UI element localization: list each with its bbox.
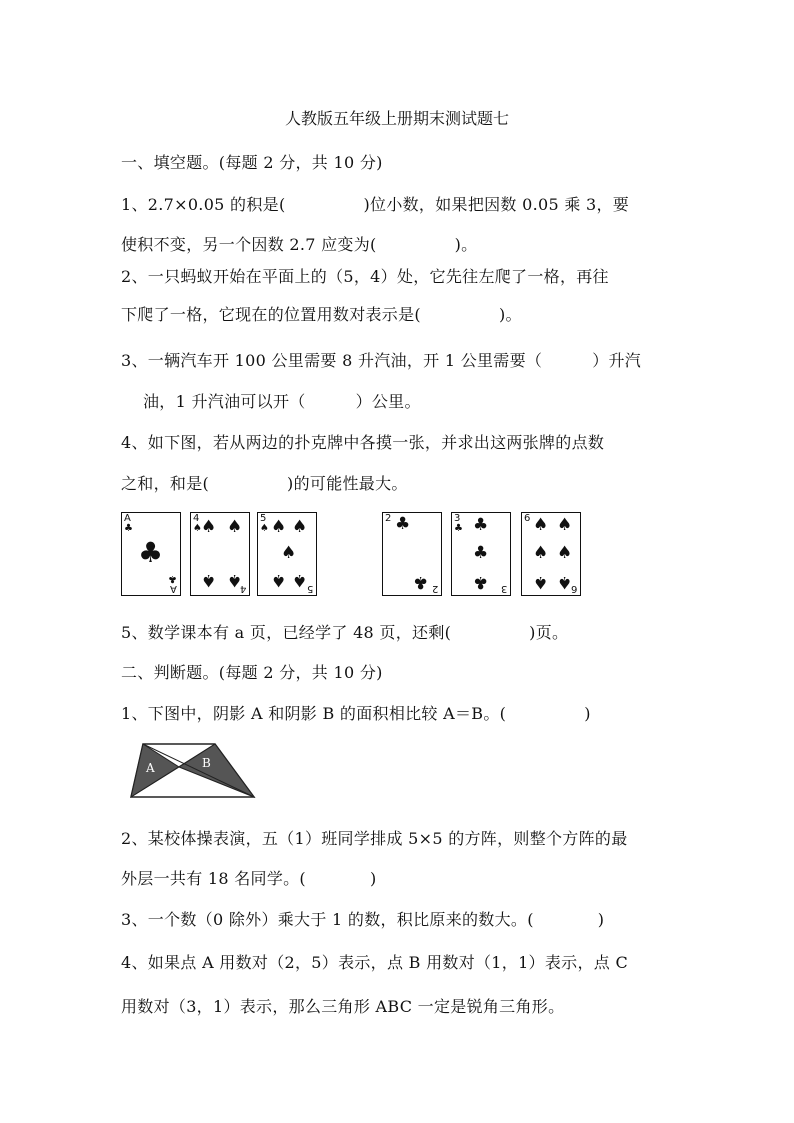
section1-heading: 一、填空题。(每题 2 分，共 10 分) — [121, 153, 383, 172]
s1-q3-text-d: ）公里。 — [355, 392, 421, 411]
spade-icon: ♠ — [271, 570, 287, 590]
club-icon: ♣ — [413, 572, 429, 592]
s1-q1-line1 — [121, 192, 629, 215]
s2-q4-line1: 4、如果点 A 用数对（2，5）表示，点 B 用数对（1，1）表示，点 C — [121, 953, 628, 972]
card-rank: 5 — [260, 513, 267, 524]
spade-icon: ♠ — [557, 515, 573, 535]
playing-card-five-spades — [257, 512, 317, 596]
club-icon: ♣ — [138, 536, 164, 569]
s1-q2-text-c: )。 — [498, 305, 522, 324]
card-rank-bottom: 4 — [239, 583, 246, 594]
page-title: 人教版五年级上册期末测试题七 — [284, 109, 509, 128]
spade-icon: ♠ — [557, 543, 573, 563]
playing-card-three-clubs — [451, 512, 511, 596]
club-icon: ♣ — [473, 572, 489, 592]
label-b: B — [202, 756, 211, 770]
spade-icon: ♠ — [292, 517, 308, 537]
s2-q2-text-b: 外层一共有 18 名同学。( — [121, 869, 306, 888]
spade-icon: ♠ — [533, 572, 549, 592]
club-icon: ♣ — [395, 514, 411, 534]
s1-q1-text-b: )位小数，如果把因数 0.05 乘 3，要 — [363, 195, 630, 214]
s1-q3-text-a: 3、一辆汽车开 100 公里需要 8 升汽油，开 1 公里需要（ — [121, 351, 543, 370]
section2-heading: 二、判断题。(每题 2 分，共 10 分) — [121, 663, 383, 682]
card-rank: 2 — [385, 513, 392, 524]
card-rank-bottom: 2 — [431, 583, 438, 594]
s1-q5-line — [121, 620, 568, 643]
s2-q2-line1: 2、某校体操表演，五（1）班同学排成 5×5 的方阵，则整个方阵的最 — [121, 829, 628, 848]
shaded-triangle-b — [179, 744, 254, 797]
spade-icon: ♠ — [201, 517, 217, 537]
playing-card-two-clubs — [382, 512, 442, 596]
spade-icon: ♠ — [533, 543, 549, 563]
spade-icon: ♠ — [271, 517, 287, 537]
playing-card-six-spades — [521, 512, 581, 596]
card-suit-icon: ♠ — [193, 523, 202, 534]
s2-q3-line — [121, 907, 604, 930]
card-rank: 6 — [524, 513, 531, 524]
s1-q3-text-b: ）升汽 — [592, 351, 642, 370]
s2-q2-text-c: ) — [369, 869, 377, 888]
card-rank: 4 — [193, 513, 200, 524]
card-suit-icon: ♣ — [168, 573, 177, 584]
playing-card-four-spades — [190, 512, 250, 596]
card-rank-bottom: 5 — [306, 583, 313, 594]
spade-icon: ♠ — [557, 572, 573, 592]
card-rank-bottom: 3 — [500, 583, 507, 594]
s1-q3-line2 — [143, 389, 421, 412]
s1-q1-line2 — [121, 232, 477, 255]
card-rank-bottom: 6 — [570, 583, 577, 594]
s1-q4-text-b: 之和，和是( — [121, 474, 210, 493]
s1-q1-text-a: 1、2.7×0.05 的积是( — [121, 195, 286, 214]
card-suit-icon: ♠ — [260, 523, 269, 534]
playing-card-ace-clubs — [121, 512, 181, 596]
s1-q3-line1 — [121, 348, 641, 371]
s1-q4-text-c: )的可能性最大。 — [287, 474, 408, 493]
s1-q4-line2 — [121, 471, 408, 494]
s2-q3-text-a: 3、一个数（0 除外）乘大于 1 的数，积比原来的数大。( — [121, 910, 534, 929]
spade-icon: ♠ — [281, 543, 297, 563]
card-rank: 3 — [454, 513, 461, 524]
s1-q2-line2 — [121, 302, 522, 325]
spade-icon: ♠ — [201, 570, 217, 590]
s1-q4-line1: 4、如下图，若从两边的扑克牌中各摸一张，并求出这两张牌的点数 — [121, 433, 605, 452]
trapezoid-figure — [126, 738, 258, 802]
spade-icon: ♠ — [292, 570, 308, 590]
spade-icon: ♠ — [227, 517, 243, 537]
spade-icon: ♠ — [227, 570, 243, 590]
s1-q1-text-d: )。 — [454, 235, 478, 254]
shaded-triangle-a — [131, 744, 179, 797]
s1-q5-text-b: )页。 — [529, 623, 569, 642]
s2-q1-text-a: 1、下图中，阴影 A 和阴影 B 的面积相比较 A＝B。( — [121, 704, 507, 723]
s1-q1-text-c: 使积不变，另一个因数 2.7 应变为( — [121, 235, 377, 254]
club-icon: ♣ — [473, 515, 489, 535]
card-suit-icon: ♣ — [454, 523, 463, 534]
s1-q2-line1: 2、一只蚂蚁开始在平面上的（5，4）处，它先往左爬了一格，再往 — [121, 267, 609, 286]
card-rank-bottom: A — [170, 583, 177, 594]
s2-q3-text-b: ) — [597, 910, 605, 929]
s2-q2-line2 — [121, 866, 377, 889]
s2-q1-line — [121, 701, 591, 724]
card-rank: A — [124, 513, 131, 524]
s2-q4-line2: 用数对（3，1）表示，那么三角形 ABC 一定是锐角三角形。 — [121, 997, 565, 1016]
label-a: A — [146, 761, 155, 775]
s1-q2-text-b: 下爬了一格，它现在的位置用数对表示是( — [121, 305, 421, 324]
spade-icon: ♠ — [533, 515, 549, 535]
card-suit-icon: ♣ — [124, 523, 133, 534]
s2-q1-text-b: ) — [584, 704, 591, 723]
s1-q5-text-a: 5、数学课本有 a 页，已经学了 48 页，还剩( — [121, 623, 452, 642]
s1-q3-text-c: 油，1 升汽油可以开（ — [143, 392, 306, 411]
club-icon: ♣ — [473, 543, 489, 563]
